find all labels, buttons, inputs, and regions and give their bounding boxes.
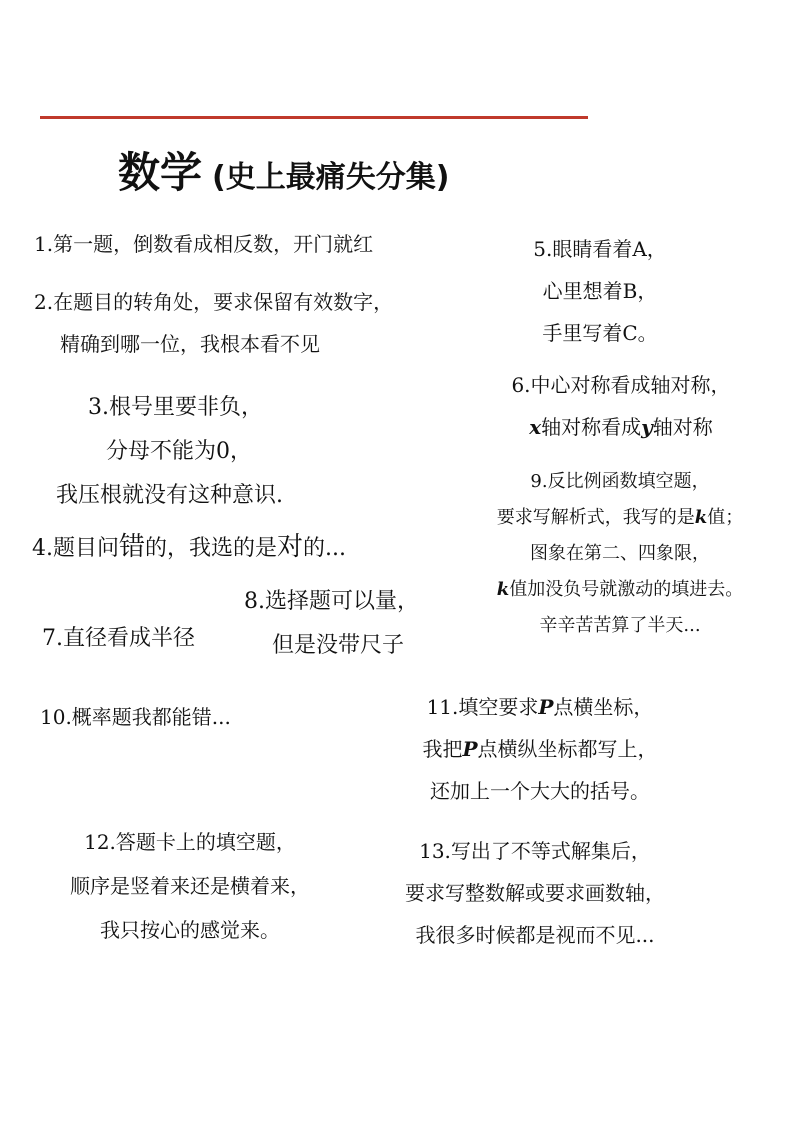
item-13-line-2: 要求写整数解或要求画数轴， [405,881,665,905]
item-9-line-3: 图象在第二、四象限， [530,543,710,564]
item-9-k-var: k [694,507,708,528]
item-11-line-2b: 点横纵坐标都写上， [477,737,658,761]
item-12-line-3: 我只按心的感觉来。 [100,918,280,942]
item-9 [470,464,770,644]
item-5-line-2: 心里想着B， [542,279,658,303]
item-8-line-1: 8.选择题可以量， [244,589,419,614]
item-6-end: 轴对称 [652,415,713,439]
item-11-line-1b: 点横坐标， [553,695,654,719]
item-6-x-var: x [529,415,542,439]
item-10 [40,698,231,736]
item-11-p-var-2: P [462,737,478,761]
item-5-line-3: 手里写着C。 [542,321,658,345]
item-2-line-1: 2.在题目的转角处，要求保留有效数字， [34,290,394,314]
item-11-line-2a: 我把 [422,737,463,761]
item-11 [380,686,700,812]
item-7 [42,620,195,658]
item-9-line-2a: 要求写解析式，我写的是 [496,507,695,528]
item-2 [34,281,393,365]
item-8-line-2: 但是没带尺子 [272,633,405,658]
item-12 [20,820,360,952]
item-3-line-1: 3.根号里要非负， [88,395,263,420]
item-9-k-var-2: k [496,579,510,600]
item-10-text: 10.概率题我都能错... [40,705,231,729]
item-4-right: 对 [277,532,304,562]
title-rule [40,116,588,119]
item-4-mid: 的，我选的是 [145,536,278,561]
item-4-pre: 4.题目问 [32,536,119,561]
item-4-wrong: 错 [119,532,146,562]
page-title [118,140,449,200]
item-7-text: 7.直径看成半径 [42,626,195,651]
item-6 [486,364,756,448]
item-9-line-1: 9.反比例函数填空题， [530,471,710,492]
item-9-line-4: 值加没负号就激动的填进去。 [509,579,744,600]
item-11-line-1a: 11.填空要求 [426,695,539,719]
item-3 [56,386,326,518]
item-6-y-var: y [641,415,653,439]
title-main: 数学 [118,148,203,197]
item-9-line-2b: 值； [707,507,744,528]
title-sub: (史上最痛失分集) [212,160,450,195]
item-13-line-3: 我很多时候都是视而不见... [415,923,655,947]
item-11-p-var: P [538,695,554,719]
item-13 [370,830,700,956]
item-12-line-2: 顺序是竖着来还是横着来， [70,874,310,898]
item-6-mid: 轴对称看成 [541,415,642,439]
item-8 [244,580,419,668]
item-9-line-5: 辛辛苦苦算了半天... [539,615,701,636]
item-1 [34,225,373,263]
item-1-text: 1.第一题，倒数看成相反数，开门就红 [34,232,374,256]
item-5-line-1: 5.眼睛看着A， [533,237,667,261]
item-3-line-3: 我压根就没有这种意识. [56,483,283,508]
item-5 [520,228,680,354]
item-2-line-2: 精确到哪一位，我根本看不见 [60,332,320,356]
item-6-line-1: 6.中心对称看成轴对称， [511,373,731,397]
item-12-line-1: 12.答题卡上的填空题， [84,830,296,854]
item-11-line-3: 还加上一个大大的括号。 [430,779,650,803]
item-4-post: 的... [303,536,347,561]
item-4 [32,528,346,568]
item-13-line-1: 13.写出了不等式解集后， [419,839,651,863]
item-3-line-2: 分母不能为0， [106,439,252,464]
